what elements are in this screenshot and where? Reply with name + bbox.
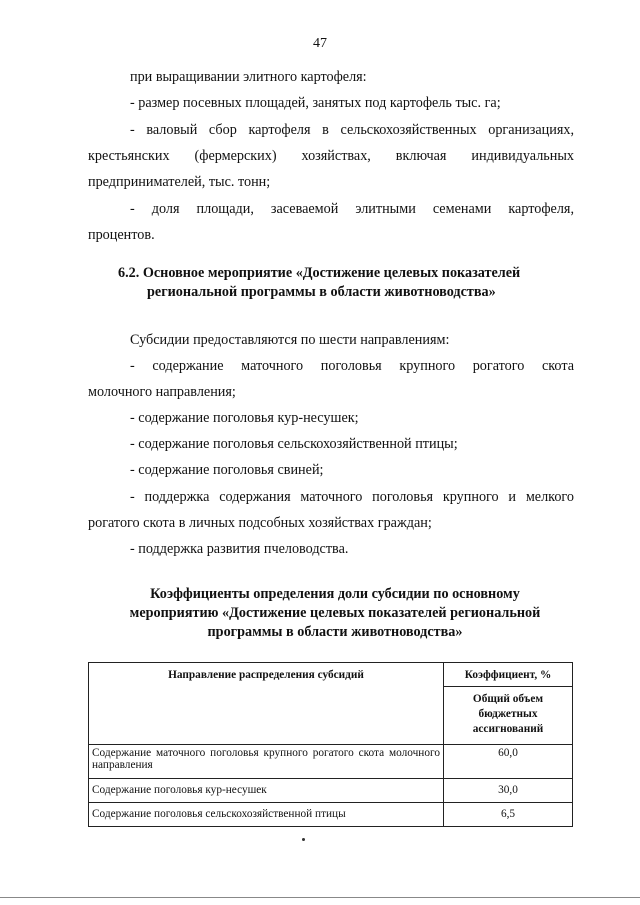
item-3: - содержание поголовья сельскохозяйственной птицы; (130, 436, 458, 452)
intro-para3-line1: - валовый сбор картофеля в сельскохозяйственных организациях, (130, 122, 574, 138)
table-title-line3: программы в области животноводства» (207, 624, 463, 640)
table-row (89, 779, 573, 803)
intro-line-2: - размер посевных площадей, занятых под картофель тыс. га; (130, 95, 501, 111)
section-heading (118, 264, 588, 302)
item-5-line2: рогатого скота в личных подсобных хозяйствах граждан; (88, 515, 432, 531)
item-2: - содержание поголовья кур-несушек; (130, 410, 359, 426)
row-2-value: 30,0 (444, 779, 573, 803)
table-row (89, 745, 573, 779)
row-3-value: 6,5 (444, 803, 573, 827)
header-coefficient: Коэффициент, % (444, 663, 573, 687)
row-2-direction: Содержание поголовья кур-несушек (89, 779, 444, 803)
row-1-value: 60,0 (444, 745, 573, 779)
intro-para3-line2: крестьянских (фермерских) хозяйствах, включая индивидуальных (88, 148, 574, 164)
table-title (96, 585, 574, 642)
header-direction: Направление распределения субсидий (89, 663, 444, 745)
table-title-line2: мероприятию «Достижение целевых показателей региональной (129, 605, 541, 621)
row-1-direction: Содержание маточного поголовья крупного рогатого скота молочного направления (89, 745, 444, 779)
table-title-line1: Коэффициенты определения доли субсидии по основному (150, 586, 520, 602)
subheader-total-budget: Общий объем бюджетных ассигнований (444, 687, 573, 745)
scan-dot (302, 838, 305, 841)
subsidy-lead: Субсидии предоставляются по шести направлениям: (130, 332, 450, 348)
section-heading-line1: 6.2. Основное мероприятие «Достижение целевых показателей (118, 265, 521, 281)
section-heading-line2: региональной программы в области животноводства» (147, 284, 496, 300)
intro-para4-line1: - доля площади, засеваемой элитными семенами картофеля, (130, 201, 574, 217)
item-6: - поддержка развития пчеловодства. (130, 541, 349, 557)
intro-para3-line3: предпринимателей, тыс. тонн; (88, 174, 271, 190)
item-5-line1: - поддержка содержания маточного поголовья крупного и мелкого (130, 489, 574, 505)
item-1-line2: молочного направления; (88, 384, 236, 400)
coefficients-table (88, 662, 573, 827)
intro-line-1: при выращивании элитного картофеля: (130, 69, 367, 85)
intro-para4-line2: процентов. (88, 227, 155, 243)
page-bottom-edge (0, 897, 640, 898)
table-row (89, 803, 573, 827)
item-1-line1: - содержание маточного поголовья крупного рогатого скота (130, 358, 574, 374)
item-4: - содержание поголовья свиней; (130, 462, 324, 478)
row-3-direction: Содержание поголовья сельскохозяйственной птицы (89, 803, 444, 827)
page-number: 47 (313, 36, 327, 51)
